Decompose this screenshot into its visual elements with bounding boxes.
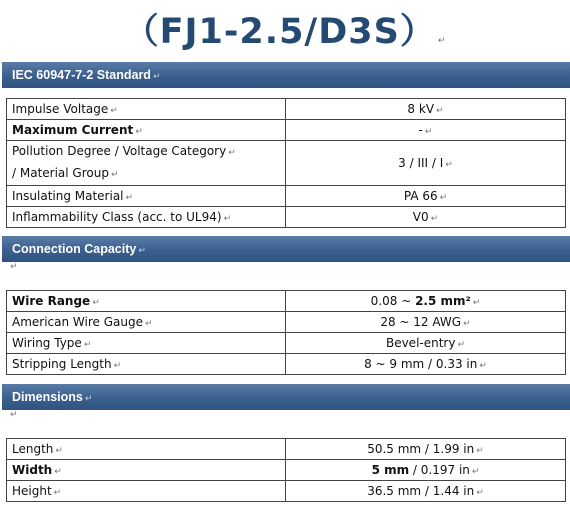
row-value: 0.08 ~ 2.5 mm² ↵	[286, 291, 566, 312]
row-label: Pollution Degree / Voltage Category ↵ / Material Group ↵	[7, 141, 286, 186]
section-heading: Dimensions	[12, 390, 83, 404]
row-value: 28 ~ 12 AWG ↵	[286, 312, 566, 333]
row-label: Wiring Type ↵	[7, 333, 286, 354]
paragraph-mark-icon: ↵	[138, 246, 146, 256]
iec-standard-table	[6, 98, 566, 228]
table-row	[7, 439, 566, 460]
table-row	[7, 312, 566, 333]
table-row	[7, 291, 566, 312]
row-value: PA 66 ↵	[286, 186, 566, 207]
paragraph-mark-icon: ↵	[437, 36, 447, 46]
row-label: Height ↵	[7, 481, 286, 502]
table-row	[7, 481, 566, 502]
connection-capacity-table	[6, 290, 566, 375]
section-heading: IEC 60947-7-2 Standard	[12, 68, 151, 82]
table-row	[7, 120, 566, 141]
table-row	[7, 460, 566, 481]
row-label: American Wire Gauge ↵	[7, 312, 286, 333]
paragraph-mark-icon: ↵	[10, 262, 18, 272]
product-title	[0, 4, 570, 54]
row-label: Width ↵	[7, 460, 286, 481]
row-value: 8 ~ 9 mm / 0.33 in ↵	[286, 354, 566, 375]
section-header-dimensions	[2, 384, 570, 410]
row-value: 3 / III / I ↵	[286, 141, 566, 186]
row-label: Inflammability Class (acc. to UL94) ↵	[7, 207, 286, 228]
section-heading: Connection Capacity	[12, 242, 137, 256]
table-row	[7, 99, 566, 120]
row-label: Maximum Current ↵	[7, 120, 286, 141]
row-value: V0 ↵	[286, 207, 566, 228]
row-value: - ↵	[286, 120, 566, 141]
paragraph-mark-icon: ↵	[152, 72, 161, 82]
paragraph-mark-icon: ↵	[84, 394, 93, 404]
table-row	[7, 207, 566, 228]
row-value: Bevel-entry ↵	[286, 333, 566, 354]
paragraph-mark-icon: ↵	[10, 410, 18, 420]
table-row	[7, 333, 566, 354]
row-value: 8 kV ↵	[286, 99, 566, 120]
table-row	[7, 186, 566, 207]
row-label: Impulse Voltage ↵	[7, 99, 286, 120]
row-value: 5 mm / 0.197 in ↵	[286, 460, 566, 481]
row-label: Length ↵	[7, 439, 286, 460]
row-label: Stripping Length ↵	[7, 354, 286, 375]
table-row	[7, 354, 566, 375]
row-label: Insulating Material ↵	[7, 186, 286, 207]
row-value: 50.5 mm / 1.99 in ↵	[286, 439, 566, 460]
row-label: Wire Range ↵	[7, 291, 286, 312]
section-header-iec-standard	[2, 62, 570, 88]
row-value: 36.5 mm / 1.44 in ↵	[286, 481, 566, 502]
product-title-text: （FJ1-2.5/D3S）	[123, 12, 436, 52]
section-header-connection-capacity	[2, 236, 570, 262]
dimensions-table	[6, 438, 566, 502]
table-row	[7, 141, 566, 186]
